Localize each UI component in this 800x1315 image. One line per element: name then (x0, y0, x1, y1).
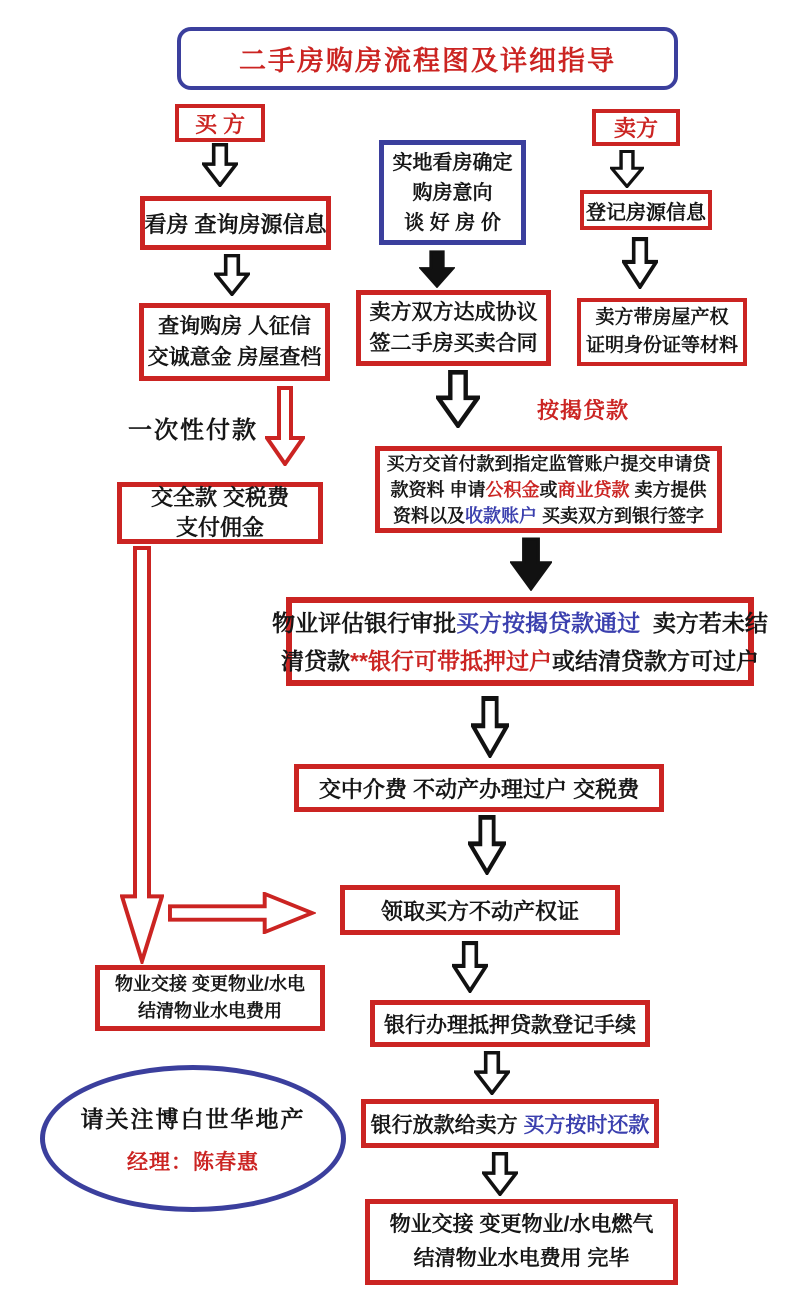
text-segment: 买卖双方到银行签字 (536, 505, 704, 526)
node-full-payment-line1: 交全款 交税费 (150, 485, 290, 510)
text-segment-blue: 收款账户 (464, 505, 537, 526)
down-arrow-icon (419, 250, 455, 288)
promo-ellipse (40, 1065, 346, 1212)
node-seller: 卖方 (592, 109, 680, 146)
node-down-payment-line2 (390, 477, 706, 503)
text-segment: 清贷款 (281, 647, 351, 674)
down-arrow-icon (436, 370, 480, 428)
node-register-text: 登记房源信息 (586, 201, 706, 224)
page-title: 二手房购房流程图及详细指导 (177, 27, 678, 90)
down-arrow-icon (202, 143, 238, 187)
node-final-line2: 结清物业水电费用 完毕 (413, 1247, 630, 1270)
node-transfer (294, 764, 664, 812)
text-segment: 卖方提供 (629, 479, 707, 500)
node-down-payment-line1: 买方交首付款到指定监管账户提交申请贷 (386, 453, 711, 474)
node-property-cert (340, 885, 620, 935)
node-agreement-line2: 签二手房买卖合同 (369, 332, 538, 355)
promo-line1: 请关注博白世华地产 (80, 1106, 306, 1132)
down-arrow-icon (610, 150, 644, 188)
node-mortgage-registration-text: 银行办理抵押贷款登记手续 (384, 1013, 636, 1037)
node-bank-disburse-text (371, 1109, 650, 1139)
node-bank-disburse (361, 1099, 659, 1148)
node-agreement-line1: 卖方双方达成协议 (369, 301, 538, 324)
red-down-arrow-icon (265, 386, 305, 466)
text-segment: 或结清贷款方可过户 (551, 647, 759, 674)
node-onsite-line3: 谈 好 房 价 (404, 211, 501, 234)
down-arrow-icon (468, 815, 506, 875)
down-arrow-icon (474, 1051, 510, 1095)
promo-line2: 经理：陈春惠 (127, 1151, 259, 1174)
node-handover-left-line1: 物业交接 变更物业/水电 (114, 974, 305, 994)
node-onsite-line2: 购房意向 (412, 181, 493, 204)
text-segment-red: 公积金 (485, 479, 540, 500)
node-mortgage-registration (370, 1000, 650, 1047)
node-full-payment-line2: 支付佣金 (175, 515, 264, 540)
node-final-handover (365, 1199, 678, 1285)
down-arrow-icon (622, 237, 658, 289)
text-segment: 或 (539, 479, 558, 500)
node-transfer-text: 交中介费 不动产办理过户 交税费 (318, 776, 640, 802)
text-segment-red: **银行可带抵押过户 (350, 647, 552, 674)
node-credit-line2: 交诚意金 房屋查档 (147, 346, 322, 369)
red-right-arrow-icon (168, 892, 316, 934)
text-segment: 卖方若未结 (640, 609, 768, 636)
down-arrow-icon (510, 537, 552, 591)
text-segment-blue: 买方按时还款 (523, 1113, 650, 1137)
down-arrow-icon (214, 254, 250, 296)
node-approval-line2 (281, 642, 759, 680)
red-long-down-arrow-icon (120, 546, 164, 964)
text-segment: 银行放款给卖方 (370, 1113, 524, 1137)
node-onsite-viewing (379, 140, 526, 245)
node-bank-approval (272, 597, 768, 686)
node-down-payment-line3 (393, 503, 704, 529)
node-view-house-text: 看房 查询房源信息 (144, 211, 327, 237)
node-full-payment (117, 482, 323, 544)
node-seller-docs-line1: 卖方带房屋产权 (595, 307, 729, 328)
node-buyer: 买 方 (175, 104, 265, 142)
node-property-cert-text: 领取买方不动产权证 (380, 898, 579, 924)
node-view-house (140, 196, 331, 250)
down-arrow-icon (452, 941, 488, 993)
node-credit-check (139, 303, 330, 381)
node-onsite-line1: 实地看房确定 (392, 151, 513, 174)
node-handover-left-line2: 结清物业水电费用 (138, 1001, 282, 1021)
node-down-payment (375, 446, 722, 533)
node-approval-line1 (272, 604, 768, 642)
label-mortgage-loan: 按揭贷款 (537, 398, 630, 423)
node-handover-left (95, 965, 325, 1031)
text-segment-red: 商业贷款 (557, 479, 630, 500)
node-final-line1: 物业交接 变更物业/水电燃气 (389, 1213, 654, 1236)
node-agreement (356, 290, 551, 366)
down-arrow-icon (482, 1152, 518, 1196)
node-seller-docs (577, 298, 747, 366)
text-segment: 款资料 申请 (390, 479, 486, 500)
text-segment: 物业评估银行审批 (272, 609, 457, 636)
down-arrow-icon (471, 696, 509, 758)
label-lump-sum-payment: 一次性付款 (128, 417, 258, 444)
text-segment-blue: 买方按揭贷款通过 (456, 609, 641, 636)
node-credit-line1: 查询购房 人征信 (158, 315, 311, 338)
node-seller-docs-line2: 证明身份证等材料 (585, 335, 738, 356)
text-segment: 资料以及 (392, 505, 465, 526)
node-register-listing (580, 190, 712, 230)
